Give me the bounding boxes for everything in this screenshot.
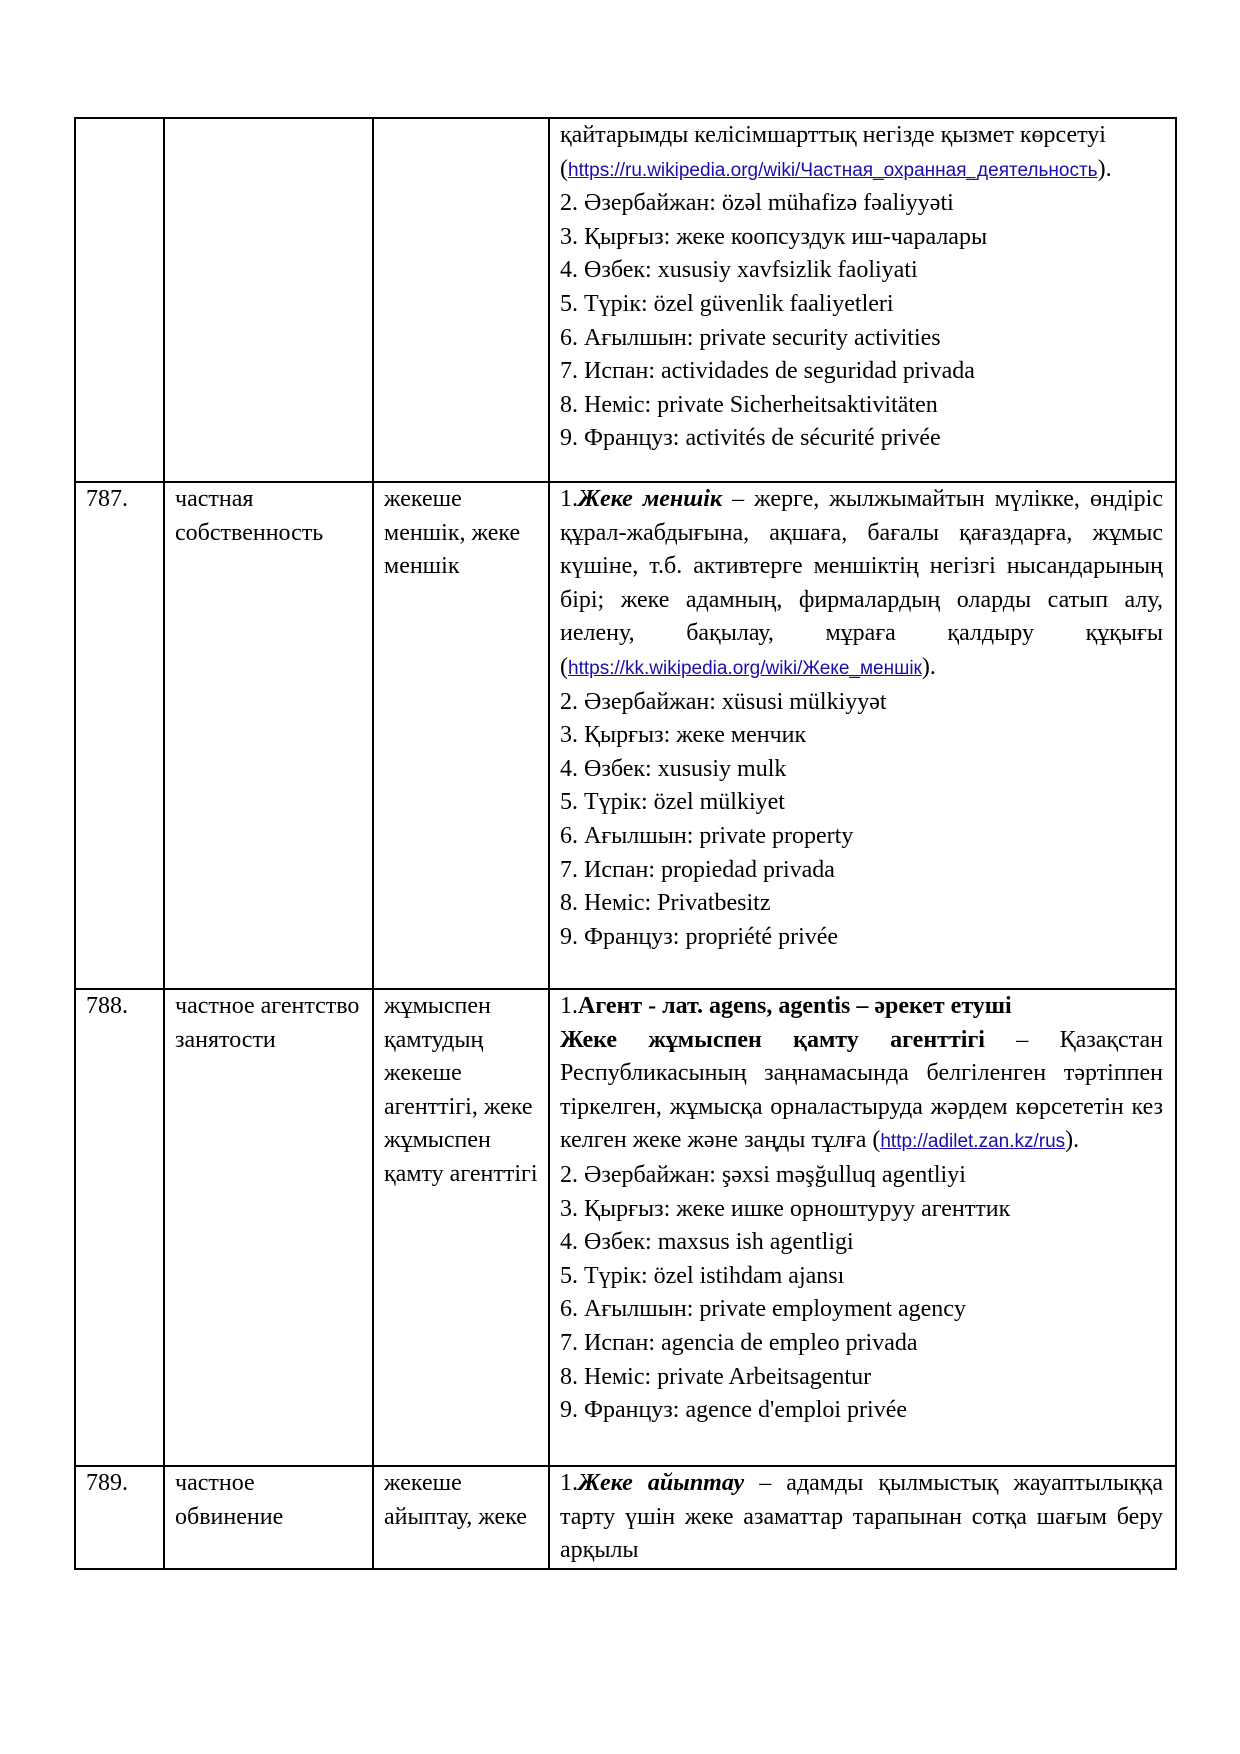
definition-text: 1.Жеке айыптау – адамды қылмыстық жауаптылыққа тарту үшін жеке азаматтар тарапынан сотқа шағым беру арқылы xyxy=(560,1470,1163,1564)
number-cell: 787. xyxy=(75,482,164,989)
etymology-line: 1.Агент - лат. agens, agentis – әрекет етуші xyxy=(560,993,1012,1019)
kazakh-term-cell: жекеше меншік, жеке меншік xyxy=(373,482,549,989)
translation-item: 7. Испан: propiedad privada xyxy=(560,856,835,883)
source-link[interactable]: http://adilet.zan.kz/rus xyxy=(880,1131,1066,1153)
table-row xyxy=(75,118,1176,482)
definition-cell xyxy=(549,989,1176,1466)
translation-item: 9. Француз: activités de sécurité privée xyxy=(560,425,941,452)
table-row xyxy=(75,482,1176,989)
translation-item: 3. Қырғыз: жеке ишке орноштуруу агенттик xyxy=(560,1195,1011,1222)
definition-cell xyxy=(549,482,1176,989)
translation-item: 6. Ағылшын: private security activities xyxy=(560,324,941,351)
translation-item: 9. Француз: agence d'emploi privée xyxy=(560,1397,908,1424)
definition-cell xyxy=(549,1466,1176,1569)
definition-text: Жеке жұмыспен қамту агенттігі – Қазақстан Республикасының заңнамасында белгіленген тәртіппен тіркелген, жұмысқа орналастыруда жәрдем көрсететін кез келген жеке және заңды тұлға (http://adilet.zan.kz/rus). xyxy=(560,1026,1163,1154)
translation-item: 5. Түрік: özel güvenlik faaliyetleri xyxy=(560,290,894,317)
translation-item: 2. Әзербайжан: özəl mühafizə fəaliyyəti xyxy=(560,190,954,217)
translation-item: 3. Қырғыз: жеке менчик xyxy=(560,722,807,749)
definition-cell xyxy=(549,118,1176,482)
source-link[interactable]: https://kk.wikipedia.org/wiki/Жеке_меншік xyxy=(568,657,922,679)
number-cell xyxy=(75,118,164,482)
translation-item: 9. Француз: propriété privée xyxy=(560,923,839,950)
defined-term: Жеке жұмыспен қамту агенттігі xyxy=(560,1026,985,1053)
translation-item: 5. Түрік: özel istihdam ajansı xyxy=(560,1262,845,1289)
source-link[interactable]: https://ru.wikipedia.org/wiki/Частная_охранная_деятельность xyxy=(568,159,1098,181)
translation-item: 5. Түрік: özel mülkiyet xyxy=(560,789,785,816)
number-cell: 789. xyxy=(75,1466,164,1569)
defined-term: Жеке айыптау xyxy=(578,1470,745,1496)
translation-item: 8. Неміс: private Sicherheitsaktivitäten xyxy=(560,391,938,418)
russian-term-cell: частное агентство занятости xyxy=(164,989,373,1466)
russian-term-cell xyxy=(164,118,373,482)
translation-item: 6. Ағылшын: private employment agency xyxy=(560,1296,966,1323)
etymology-text: Агент - лат. agens, agentis – әрекет етуші xyxy=(578,993,1012,1019)
number-cell: 788. xyxy=(75,989,164,1466)
definition-source: (https://ru.wikipedia.org/wiki/Частная_охранная_деятельность). xyxy=(560,155,1112,182)
kazakh-term-cell xyxy=(373,118,549,482)
definition-text: қайтарымды келісімшарттық негізде қызмет көрсетуі xyxy=(560,122,1106,148)
kazakh-term-cell: жұмыспен қамтудың жекеше агенттігі, жеке жұмыспен қамту агенттігі xyxy=(373,989,549,1466)
translation-item: 4. Өзбек: maxsus ish agentligi xyxy=(560,1229,854,1256)
definition-text: 1.Жеке меншік – жерге, жылжымайтын мүлікке, өндіріс құрал-жабдығына, ақшаға, бағалы қағаздарға, жұмыс күшіне, т.б. активтерге меншіктің негізгі нысандарының бірі; жеке адамның, фирмалардың оларды сатып алу, иелену, бақылау, мұраға қалдыру құқығы (https://kk.wikipedia.org/wiki/Жеке_меншік). xyxy=(560,486,1164,680)
translation-item: 3. Қырғыз: жеке коопсуздук иш-чаралары xyxy=(560,223,988,250)
kazakh-term-cell: жекеше айыптау, жеке xyxy=(373,1466,549,1569)
defined-term: Жеке меншік xyxy=(578,486,723,512)
terminology-table xyxy=(74,117,1177,1570)
translation-item: 8. Неміс: Privatbesitz xyxy=(560,890,771,917)
translation-item: 7. Испан: actividades de seguridad privada xyxy=(560,358,975,385)
translation-item: 6. Ағылшын: private property xyxy=(560,822,854,849)
table-row xyxy=(75,989,1176,1466)
translation-item: 8. Неміс: private Arbeitsagentur xyxy=(560,1363,872,1390)
table-row xyxy=(75,1466,1176,1569)
translation-item: 4. Өзбек: xususiy mulk xyxy=(560,755,787,782)
translation-item: 7. Испан: agencia de empleo privada xyxy=(560,1329,918,1356)
russian-term-cell: частное обвинение xyxy=(164,1466,373,1569)
translation-item: 4. Өзбек: xususiy xavfsizlik faoliyati xyxy=(560,257,918,284)
translation-item: 2. Әзербайжан: şəxsi məşğulluq agentliyi xyxy=(560,1161,966,1188)
translation-item: 2. Әзербайжан: xüsusi mülkiyyət xyxy=(560,688,887,715)
russian-term-cell: частная собственность xyxy=(164,482,373,989)
